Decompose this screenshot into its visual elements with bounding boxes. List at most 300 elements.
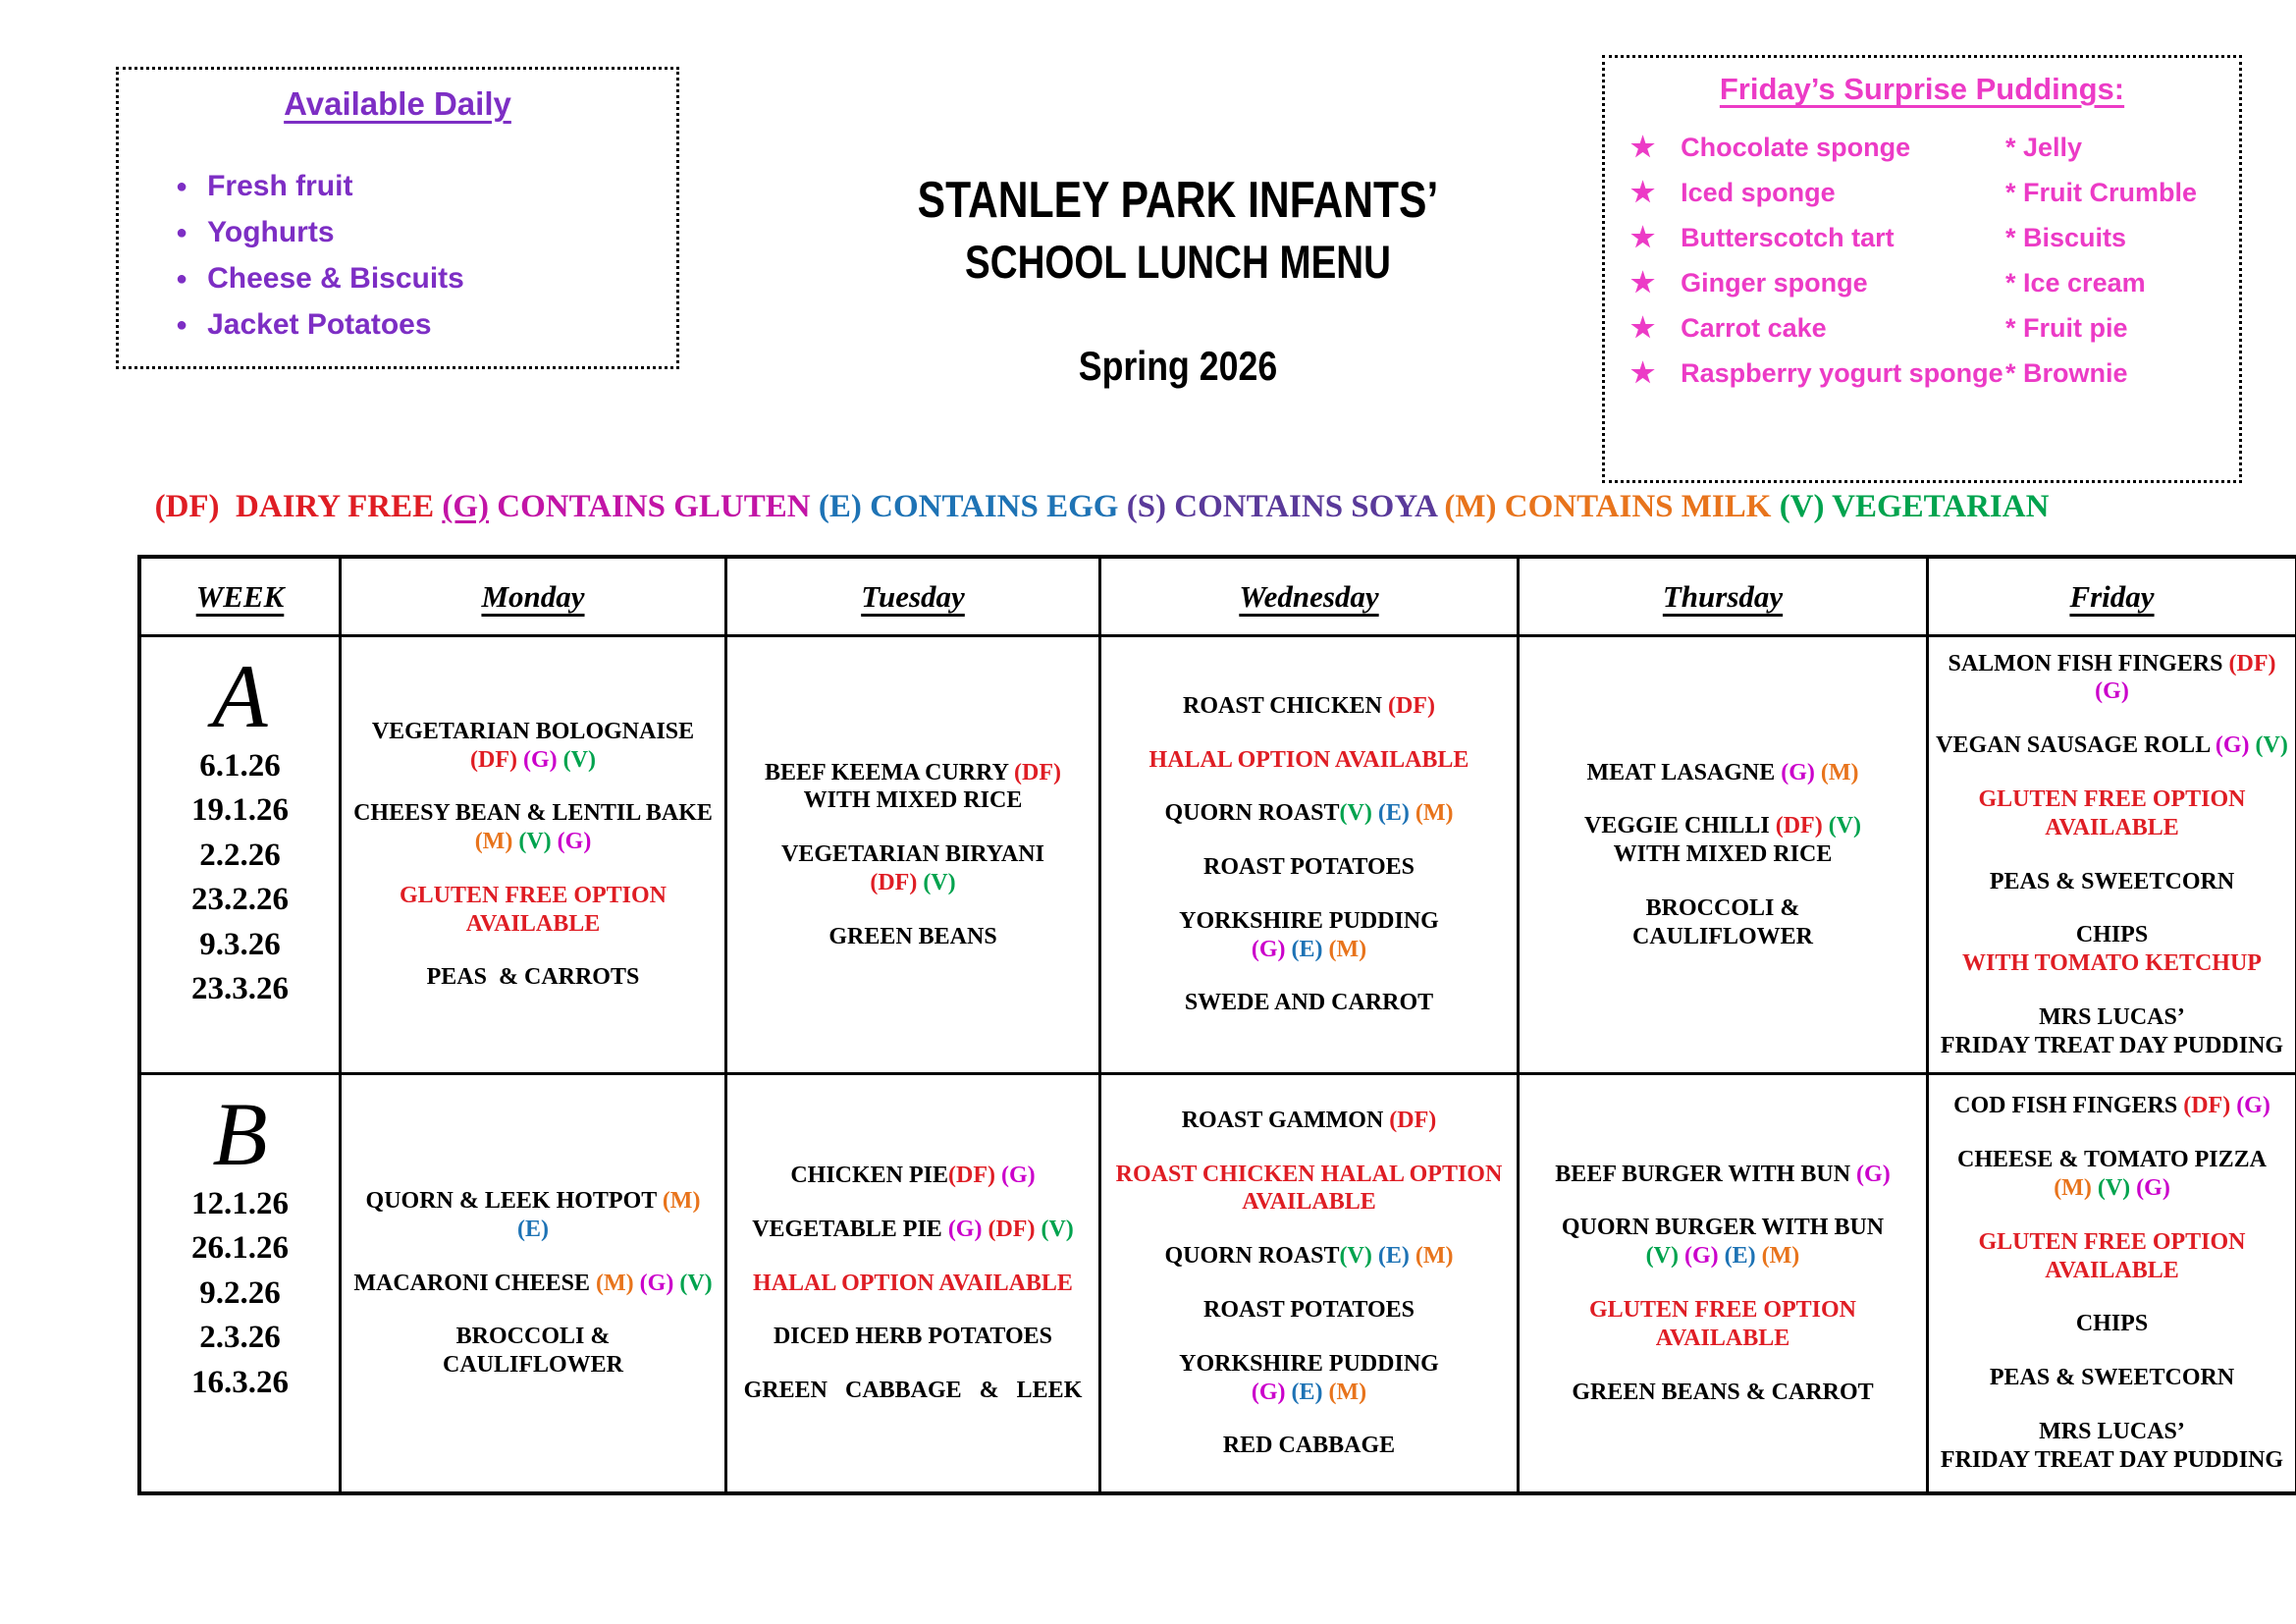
allergen-key-segment: (S) CONTAINS SOYA <box>1126 489 1445 524</box>
menu-cell-b-thursday <box>1520 1075 1929 1491</box>
menu-text-segment: (E) <box>1377 1243 1415 1270</box>
pudding-item-label: Carrot cake <box>1681 313 1827 344</box>
menu-line <box>1978 1257 2245 1285</box>
available-daily-item-label: Yoghurts <box>207 216 335 248</box>
menu-item <box>1179 907 1439 964</box>
header-cell-label: WEEK <box>195 578 285 614</box>
menu-text-segment: (V) <box>1645 1243 1684 1270</box>
menu-text-segment: ROAST GAMMON <box>1181 1107 1390 1133</box>
menu-line <box>1149 746 1469 775</box>
menu-text-segment: (E) <box>1291 1379 1329 1405</box>
menu-item <box>1203 1296 1415 1325</box>
star-icon: ★ <box>1630 267 1656 298</box>
menu-text-segment: QUORN & LEEK HOTPOT <box>365 1188 663 1214</box>
menu-text-segment: (DF) <box>1775 813 1829 839</box>
menu-item <box>353 1270 712 1298</box>
menu-text-segment: (V) <box>923 869 956 895</box>
menu-text-segment: (G) <box>1781 759 1821 785</box>
menu-text-segment: (G) <box>2136 1175 2170 1201</box>
menu-text-segment: QUORN BURGER WITH BUN <box>1561 1215 1885 1241</box>
menu-text-segment: (G) <box>2236 1093 2270 1119</box>
menu-line <box>1941 1446 2283 1475</box>
menu-line <box>1165 1242 1454 1271</box>
menu-cell-b-friday <box>1929 1075 2295 1491</box>
menu-text-segment: SALMON FISH FINGERS <box>1948 650 2229 677</box>
header-cell-week <box>141 559 342 637</box>
menu-line <box>1179 1350 1439 1379</box>
week-date: 12.1.26 <box>191 1185 289 1221</box>
menu-text-segment: (E) <box>517 1216 549 1242</box>
menu-item <box>1116 1161 1503 1218</box>
menu-text-segment: AVAILABLE <box>1655 1325 1790 1351</box>
header-cell-label: Monday <box>481 578 585 614</box>
menu-line <box>1586 759 1858 787</box>
menu-text-segment: (E) <box>1377 800 1415 827</box>
menu-cell-a-thursday <box>1520 637 1929 1075</box>
menu-text-segment: AVAILABLE <box>1242 1189 1376 1216</box>
menu-line <box>427 963 640 992</box>
week-date: 2.3.26 <box>199 1320 281 1356</box>
menu-line <box>1179 1379 1439 1407</box>
menu-item <box>1957 1146 2267 1203</box>
menu-item <box>828 923 996 951</box>
menu-text-segment: (G) <box>1001 1163 1036 1188</box>
school-name-title: STANLEY PARK INFANTS’ <box>917 172 1439 229</box>
menu-text-segment: YORKSHIRE PUDDING <box>1179 907 1439 934</box>
menu-line <box>372 718 694 746</box>
available-daily-list <box>176 166 676 346</box>
menu-text-segment: ROAST POTATOES <box>1203 854 1415 881</box>
menu-line <box>781 840 1044 869</box>
menu-item <box>1935 650 2289 707</box>
menu-text-segment: (M) <box>596 1270 640 1296</box>
menu-item <box>1203 853 1415 882</box>
menu-text-segment: (DF) <box>2183 1093 2237 1119</box>
available-daily-item-label: Fresh fruit <box>207 170 353 202</box>
menu-line <box>1978 785 2245 814</box>
menu-table <box>137 555 2296 1495</box>
fridays-puddings-title: Friday’s Surprise Puddings: <box>1719 72 2125 106</box>
menu-text-segment: GLUTEN FREE OPTION <box>1978 785 2246 812</box>
menu-item <box>1165 799 1454 828</box>
menu-line <box>443 1323 623 1351</box>
menu-text-segment: (E) <box>1724 1243 1762 1270</box>
menu-text-segment: PEAS & SWEETCORN <box>1989 1365 2235 1391</box>
menu-text-segment: AVAILABLE <box>2045 1257 2179 1283</box>
menu-item <box>1572 1379 1873 1407</box>
menu-text-segment: FRIDAY TREAT DAY PUDDING <box>1940 1446 2284 1473</box>
menu-text-segment: (M) <box>1820 759 1859 785</box>
menu-text-segment: WITH TOMATO KETCHUP <box>1962 950 2262 977</box>
menu-item <box>753 1270 1073 1298</box>
pudding-item <box>1621 223 2005 253</box>
menu-line <box>1182 1107 1437 1135</box>
menu-text-segment: VEGETABLE PIE <box>752 1216 948 1242</box>
menu-line <box>781 869 1044 897</box>
menu-text-segment: (E) <box>1291 936 1329 962</box>
menu-line <box>1584 812 1861 840</box>
menu-item <box>790 1162 1035 1190</box>
menu-item <box>1990 868 2234 896</box>
menu-text-segment: (M) <box>662 1188 707 1214</box>
menu-item <box>1941 1418 2283 1475</box>
menu-line <box>1978 814 2245 842</box>
menu-text-segment: (V) <box>1828 813 1862 839</box>
header-cell-label: Thursday <box>1662 578 1784 614</box>
week-date: 23.3.26 <box>191 971 289 1007</box>
menu-item <box>1179 1350 1439 1407</box>
allergen-key-segment: (M) CONTAINS MILK <box>1444 489 1780 524</box>
menu-item <box>1223 1432 1395 1460</box>
menu-line <box>1589 1296 1856 1325</box>
menu-item <box>1185 989 1433 1017</box>
menu-text-segment: (V) <box>562 746 596 773</box>
week-date: 6.1.26 <box>199 747 281 784</box>
menu-text-segment: WITH MIXED RICE <box>803 787 1023 814</box>
menu-line <box>1562 1214 1884 1242</box>
menu-text-segment: (DF) <box>948 1163 1001 1188</box>
menu-line <box>828 923 996 951</box>
available-daily-item <box>176 258 676 299</box>
menu-item <box>1990 1364 2234 1392</box>
pudding-item <box>1621 178 2005 208</box>
menu-text-segment: (G) <box>947 1216 988 1242</box>
menu-text-segment: MACARONI CHEESE <box>353 1270 597 1296</box>
menu-text-segment: (G) <box>557 829 592 855</box>
menu-text-segment: VEGETARIAN BIRYANI <box>781 841 1044 868</box>
week-cell-b <box>141 1075 342 1491</box>
menu-text-segment: MRS LUCAS’ <box>2039 1418 2185 1444</box>
menu-text-segment: CAULIFLOWER <box>1631 923 1814 949</box>
pudding-item-alt: * Brownie <box>2005 358 2128 389</box>
menu-cell-b-monday <box>342 1075 727 1491</box>
menu-text-segment: BEEF KEEMA CURRY <box>764 759 1015 785</box>
menu-line <box>347 1187 719 1244</box>
week-letter: A <box>212 646 268 746</box>
menu-text-segment: (M) <box>1328 936 1367 962</box>
allergen-key <box>0 489 2204 525</box>
pudding-item <box>1621 133 2005 163</box>
menu-text-segment: GREEN BEANS & CARROT <box>1572 1379 1874 1405</box>
available-daily-item-label: Jacket Potatoes <box>207 308 432 341</box>
header-cell-label: Wednesday <box>1239 578 1379 614</box>
menu-line <box>1165 799 1454 828</box>
fridays-puddings-panel <box>1602 55 2242 483</box>
menu-text-segment: (G) <box>1251 1379 1292 1405</box>
menu-text-segment: (V) <box>1339 1243 1378 1270</box>
menu-text-segment: SWEDE AND CARROT <box>1184 990 1434 1016</box>
week-date: 19.1.26 <box>191 792 289 829</box>
menu-line <box>353 799 713 828</box>
menu-text-segment: CHEESE & TOMATO PIZZA <box>1957 1147 2267 1173</box>
menu-title: SCHOOL LUNCH MENU <box>965 236 1391 289</box>
menu-line <box>790 1162 1035 1190</box>
menu-text-segment: PEAS & SWEETCORN <box>1989 868 2235 894</box>
menu-text-segment: (M) <box>2054 1175 2098 1201</box>
menu-text-segment: CHIPS <box>2075 922 2149 948</box>
header-cell-tuesday <box>727 559 1101 637</box>
menu-text-segment: AVAILABLE <box>2045 814 2179 840</box>
menu-item <box>1149 746 1469 775</box>
menu-text-segment: (DF) <box>1387 692 1435 719</box>
week-date: 26.1.26 <box>191 1230 289 1267</box>
pudding-item-alt: * Ice cream <box>2005 268 2146 298</box>
menu-text-segment: GREEN CABBAGE & LEEK <box>743 1378 1083 1404</box>
menu-line <box>1962 949 2262 978</box>
menu-text-segment: (G) <box>639 1270 680 1296</box>
menu-item <box>400 882 667 939</box>
menu-text-segment: ROAST CHICKEN <box>1183 692 1388 719</box>
pudding-item-label: Ginger sponge <box>1681 268 1868 298</box>
menu-line <box>1632 894 1813 923</box>
pudding-item-label: Raspberry yogurt sponge <box>1681 358 2003 389</box>
menu-line <box>443 1351 623 1380</box>
star-icon: ★ <box>1630 312 1656 344</box>
menu-cell-b-tuesday <box>727 1075 1101 1491</box>
pudding-item-alt: * Fruit pie <box>2005 313 2128 344</box>
menu-text-segment: (M) <box>474 829 519 855</box>
available-daily-item <box>176 304 676 346</box>
menu-item <box>1182 1107 1437 1135</box>
menu-text-segment: CAULIFLOWER <box>442 1352 624 1379</box>
menu-line <box>744 1377 1083 1405</box>
week-date: 9.2.26 <box>199 1274 281 1311</box>
bullet-icon: ● <box>176 314 188 336</box>
week-date: 16.3.26 <box>191 1364 289 1400</box>
header-cell-monday <box>342 559 727 637</box>
menu-text-segment: (DF) <box>470 746 523 773</box>
pudding-item-label: Butterscotch tart <box>1681 223 1895 253</box>
menu-text-segment: (V) <box>518 829 558 855</box>
menu-line <box>1941 1418 2283 1446</box>
menu-text-segment: (M) <box>1761 1243 1800 1270</box>
menu-item <box>744 1377 1083 1405</box>
menu-item <box>1555 1161 1890 1189</box>
menu-line <box>774 1323 1052 1351</box>
menu-line <box>1203 853 1415 882</box>
menu-text-segment: (DF) <box>870 869 924 895</box>
menu-text-segment: MRS LUCAS’ <box>2039 1003 2185 1030</box>
star-icon: ★ <box>1630 357 1656 389</box>
menu-item <box>443 1323 623 1380</box>
pudding-item-alt: * Biscuits <box>2005 223 2127 253</box>
menu-text-segment: (G) <box>1251 936 1292 962</box>
menu-item <box>1584 812 1861 869</box>
menu-text-segment: WITH MIXED RICE <box>1613 841 1833 868</box>
menu-line <box>1223 1432 1395 1460</box>
menu-line <box>1990 1364 2234 1392</box>
menu-item <box>1978 785 2245 842</box>
pudding-item-label: Iced sponge <box>1681 178 1836 208</box>
menu-text-segment: BROCCOLI & <box>455 1324 611 1350</box>
pudding-item-alt: * Jelly <box>2005 133 2083 162</box>
menu-item <box>353 799 713 856</box>
menu-item <box>1953 1092 2270 1120</box>
menu-text-segment: (V) <box>1041 1216 1074 1242</box>
menu-line <box>765 786 1061 815</box>
menu-line <box>765 759 1061 787</box>
week-cell-a <box>141 637 342 1075</box>
menu-text-segment: (G) <box>2095 678 2129 705</box>
menu-text-segment: (M) <box>1415 800 1454 827</box>
menu-text-segment: BROCCOLI & <box>1645 894 1800 921</box>
menu-line <box>372 746 694 775</box>
menu-item <box>1962 921 2262 978</box>
allergen-key-segment: (E) CONTAINS EGG <box>818 489 1127 524</box>
menu-text-segment: (M) <box>1328 1379 1367 1405</box>
menu-text-segment: PEAS & CARROTS <box>426 964 640 991</box>
menu-text-segment: (DF) <box>2228 650 2282 677</box>
menu-text-segment: VEGETARIAN BOLOGNAISE <box>371 718 695 744</box>
bullet-icon: ● <box>176 176 188 197</box>
menu-text-segment: (V) <box>2097 1175 2137 1201</box>
menu-line <box>1941 1032 2283 1060</box>
menu-cell-a-monday <box>342 637 727 1075</box>
menu-item <box>752 1216 1074 1244</box>
header-cell-wednesday <box>1101 559 1520 637</box>
menu-text-segment: YORKSHIRE PUDDING <box>1179 1350 1439 1377</box>
pudding-item <box>1621 313 2005 344</box>
menu-line <box>1941 1003 2283 1032</box>
menu-line <box>1179 907 1439 936</box>
menu-line <box>1632 923 1813 951</box>
menu-line <box>1957 1174 2267 1203</box>
allergen-key-segment: (DF) DAIRY FREE <box>154 489 443 524</box>
menu-text-segment: GLUTEN FREE OPTION <box>399 882 667 908</box>
bullet-icon: ● <box>176 222 188 244</box>
menu-line <box>1589 1325 1856 1353</box>
menu-text-segment: (G) <box>522 746 563 773</box>
menu-line <box>752 1216 1074 1244</box>
menu-item <box>1165 1242 1454 1271</box>
menu-item <box>1941 1003 2283 1060</box>
menu-text-segment: DICED HERB POTATOES <box>773 1324 1053 1350</box>
bullet-icon: ● <box>176 268 188 290</box>
term-title: Spring 2026 <box>1078 342 1278 389</box>
menu-line <box>1584 840 1861 869</box>
menu-text-segment: (G) <box>1684 1243 1725 1270</box>
menu-line <box>1990 868 2234 896</box>
menu-text-segment: QUORN ROAST <box>1164 800 1340 827</box>
menu-text-segment: CHIPS <box>2075 1311 2149 1337</box>
menu-text-segment: AVAILABLE <box>465 910 601 937</box>
menu-line <box>353 828 713 856</box>
menu-text-segment: CHICKEN PIE <box>790 1163 949 1188</box>
menu-line <box>1962 921 2262 949</box>
menu-item <box>1632 894 1813 951</box>
menu-text-segment: ROAST CHICKEN HALAL OPTION <box>1115 1161 1503 1187</box>
menu-text-segment: ROAST POTATOES <box>1203 1297 1415 1323</box>
menu-text-segment: (M) <box>1415 1243 1454 1270</box>
menu-item <box>427 963 640 992</box>
menu-line <box>1203 1296 1415 1325</box>
available-daily-item <box>176 212 676 253</box>
fridays-puddings-list <box>1621 133 2223 389</box>
available-daily-item <box>176 166 676 207</box>
menu-text-segment: GLUTEN FREE OPTION <box>1588 1297 1857 1323</box>
menu-item <box>1183 692 1435 721</box>
pudding-item <box>1621 268 2005 298</box>
menu-text-segment: (G) <box>1856 1161 1891 1187</box>
menu-cell-a-friday <box>1929 637 2295 1075</box>
menu-text-segment: (V) <box>1339 800 1378 827</box>
menu-text-segment: (V) <box>679 1270 713 1296</box>
menu-line <box>1183 692 1435 721</box>
menu-text-segment: QUORN ROAST <box>1164 1243 1340 1270</box>
menu-line <box>400 882 667 910</box>
menu-item <box>2076 1310 2148 1338</box>
menu-text-segment: GREEN BEANS <box>828 923 997 949</box>
menu-text-segment: GLUTEN FREE OPTION <box>1978 1228 2246 1255</box>
menu-line <box>1957 1146 2267 1174</box>
star-icon: ★ <box>1630 177 1656 208</box>
menu-text-segment: HALAL OPTION AVAILABLE <box>753 1270 1073 1296</box>
star-icon: ★ <box>1630 132 1656 162</box>
menu-item <box>372 718 694 775</box>
menu-text-segment: BEEF BURGER WITH BUN <box>1555 1161 1857 1187</box>
allergen-key-segment: (G) <box>442 489 489 524</box>
menu-text-segment: (DF) <box>988 1216 1041 1242</box>
menu-item <box>1562 1214 1884 1271</box>
pudding-item-alt: * Fruit Crumble <box>2005 178 2198 208</box>
menu-line <box>1936 731 2288 760</box>
menu-line <box>1953 1092 2270 1120</box>
menu-item <box>765 759 1061 816</box>
menu-text-segment: FRIDAY TREAT DAY PUDDING <box>1940 1032 2284 1058</box>
menu-line <box>1572 1379 1873 1407</box>
star-icon: ★ <box>1630 222 1656 253</box>
menu-text-segment: RED CABBAGE <box>1222 1433 1396 1459</box>
header-cell-thursday <box>1520 559 1929 637</box>
menu-item <box>1978 1228 2245 1285</box>
menu-item <box>347 1187 719 1244</box>
menu-line <box>1185 989 1433 1017</box>
menu-line <box>1978 1228 2245 1257</box>
menu-cell-b-wednesday <box>1101 1075 1520 1491</box>
menu-text-segment: COD FISH FINGERS <box>1953 1093 2184 1119</box>
menu-item <box>781 840 1044 897</box>
allergen-key-segment: (V) VEGETARIAN <box>1779 489 2050 524</box>
menu-cell-a-tuesday <box>727 637 1101 1075</box>
page-title <box>677 173 1679 390</box>
menu-text-segment: (V) <box>2255 732 2288 759</box>
header-cell-friday <box>1929 559 2295 637</box>
menu-line <box>400 910 667 939</box>
menu-line <box>753 1270 1073 1298</box>
menu-text-segment: VEGGIE CHILLI <box>1583 813 1776 839</box>
menu-line <box>1179 936 1439 964</box>
menu-item <box>1936 731 2288 760</box>
week-letter: B <box>212 1084 268 1184</box>
pudding-item <box>1621 358 2005 389</box>
menu-item <box>774 1323 1052 1351</box>
menu-line <box>1116 1161 1503 1189</box>
week-date: 2.2.26 <box>199 837 281 873</box>
header-cell-label: Friday <box>2069 578 2155 614</box>
pudding-item-label: Chocolate sponge <box>1681 133 1911 162</box>
allergen-key-segment: CONTAINS GLUTEN <box>489 489 819 524</box>
header-cell-label: Tuesday <box>861 578 965 614</box>
menu-line <box>1935 650 2289 707</box>
menu-line <box>353 1270 712 1298</box>
menu-text-segment: CHEESY BEAN & LENTIL BAKE <box>353 800 713 827</box>
available-daily-title: Available Daily <box>284 85 511 122</box>
menu-item <box>1586 759 1858 787</box>
week-date: 23.2.26 <box>191 882 289 918</box>
week-date: 9.3.26 <box>199 926 281 962</box>
menu-text-segment: (G) <box>2215 732 2256 759</box>
available-daily-item-label: Cheese & Biscuits <box>207 262 464 295</box>
